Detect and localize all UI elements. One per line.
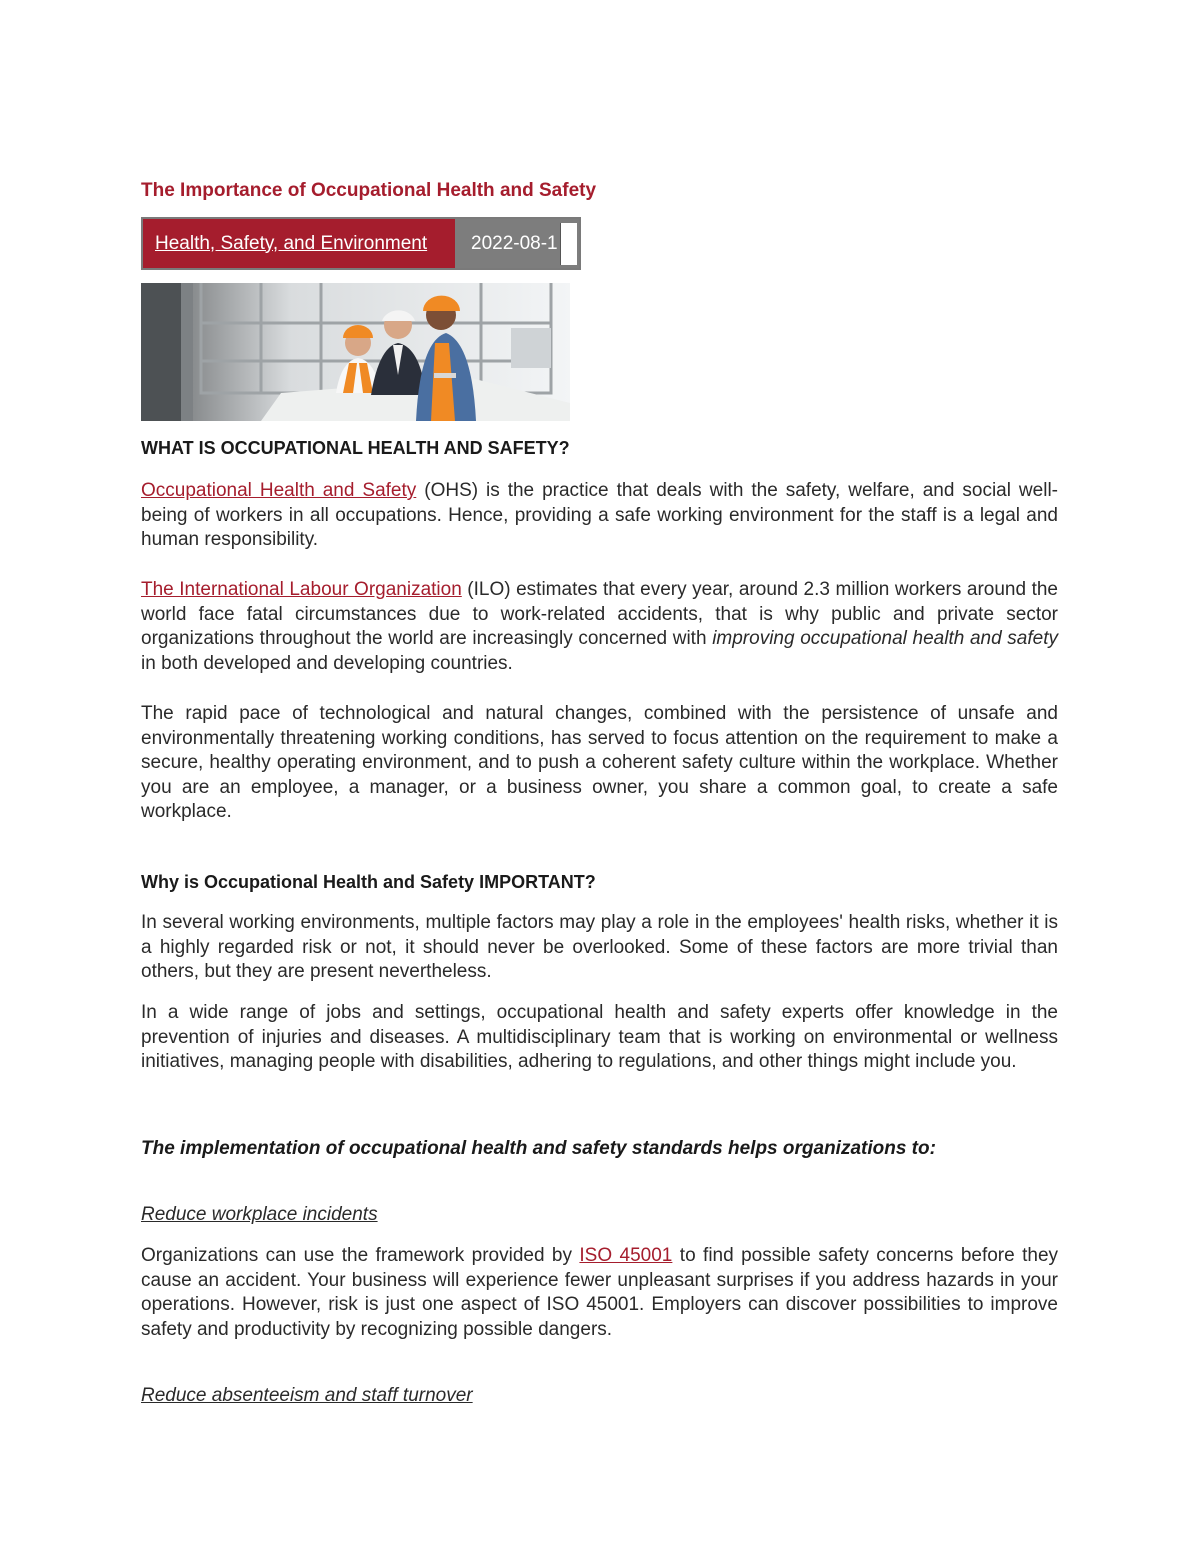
paragraph-wide-range: In a wide range of jobs and settings, occupational health and safety experts offer knowledge in the prevention of injuries and diseases. A multidisciplinary team that is working on environmental or wellness initiatives, managing people with disabilities, adhering to regulations, and other things might include you. (141, 1002, 1058, 1073)
paragraph-text: (ILO) estimates that every year, around 2.3 million workers around the world face fatal circumstances due to work-related accidents, that is why public and private sector organizations throughout the world are increasingly concerned with (141, 579, 1058, 650)
subheading-reduce-incidents: Reduce workplace incidents (141, 1204, 378, 1225)
ilo-link[interactable]: The International Labour Organization (141, 579, 462, 600)
paragraph-rapid-pace: The rapid pace of technological and natural changes, combined with the persistence of unsafe and environmentally threatening working conditions, has served to focus attention on the requirement to make a secure, healthy operating environment, and to push a coherent safety culture within the workplace. Whether you are an employee, a manager, or a business owner, you share a common goal, to create a safe workplace. (141, 703, 1058, 823)
section-heading-why-important: Why is Occupational Health and Safety IMPORTANT? (141, 872, 596, 892)
paragraph-ohs-definition (141, 479, 1058, 553)
paragraph-ilo (141, 578, 1058, 676)
article-title: The Importance of Occupational Health and Safety (141, 180, 597, 201)
benefits-heading: The implementation of occupational health and safety standards helps organizations to: (141, 1138, 936, 1159)
date-text: 2022-08-1 (471, 232, 558, 254)
paragraph-text: in both developed and developing countries. (141, 652, 513, 674)
date-overflow-box (560, 223, 577, 265)
article-meta-bar (141, 217, 581, 270)
subheading-reduce-absenteeism: Reduce absenteeism and staff turnover (141, 1385, 473, 1406)
construction-workers-photo (141, 283, 570, 421)
article-date (455, 219, 579, 268)
paragraph-iso-45001 (141, 1244, 1058, 1342)
section-heading-what-is-ohs: WHAT IS OCCUPATIONAL HEALTH AND SAFETY? (141, 438, 570, 458)
paragraph-text: to find possible safety concerns before they cause an accident. Your business will experience fewer unpleasant surprises if you address hazards in your operations. However, risk is just one aspect of ISO 45001. Employers can discover possibilities to improve safety and productivity by recognizing possible dangers. (141, 1245, 1059, 1340)
paragraph-text: (OHS) is the practice that deals with the safety, welfare, and social well-being of workers in all occupations. Hence, providing a safe working environment for the staff is a legal and human responsibility. (141, 480, 1058, 551)
ohs-link[interactable]: Occupational Health and Safety (141, 480, 417, 501)
category-link[interactable]: Health, Safety, and Environment (143, 219, 455, 268)
paragraph-working-environments: In several working environments, multiple factors may play a role in the employees' health risks, whether it is a highly regarded risk or not, it should never be overlooked. Some of these factors are more trivial than others, but they are present nevertheless. (141, 912, 1058, 983)
paragraph-text: Organizations can use the framework provided by (141, 1245, 580, 1266)
paragraph-italic-text: improving occupational health and safety (712, 628, 1058, 650)
iso-45001-link[interactable]: ISO 45001 (579, 1245, 673, 1266)
